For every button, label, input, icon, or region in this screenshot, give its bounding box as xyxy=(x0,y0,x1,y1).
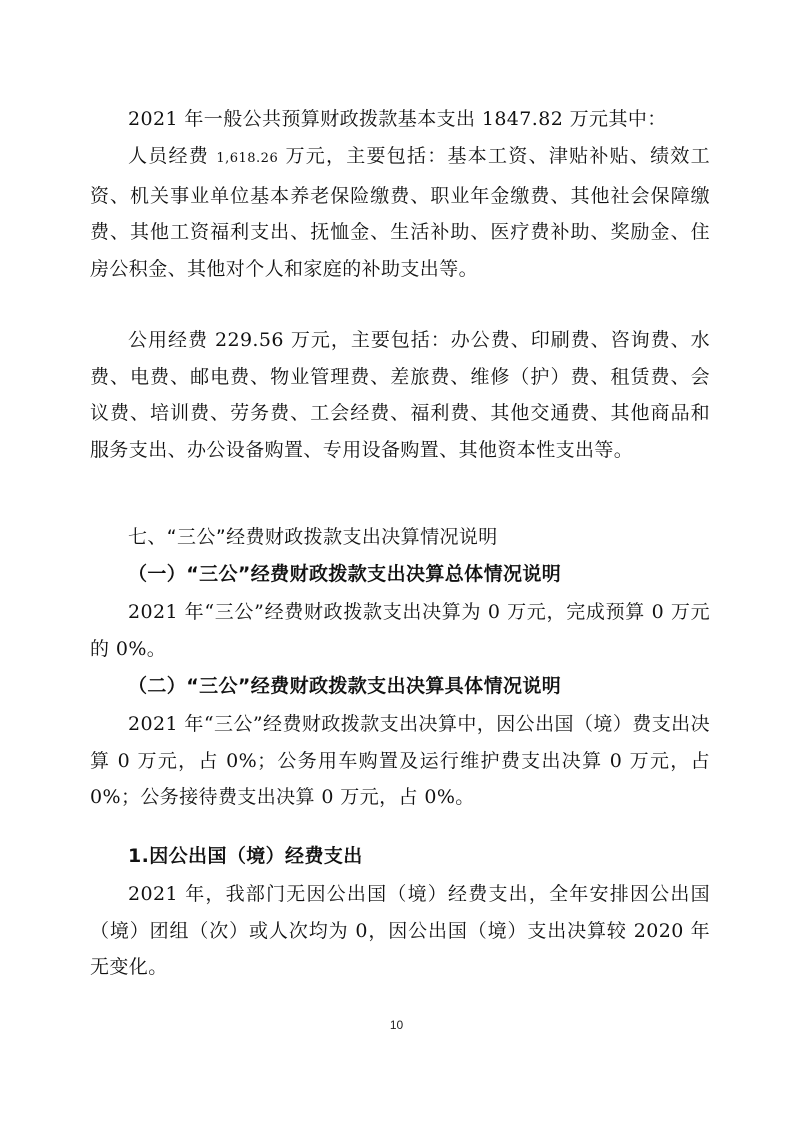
subheading-specific: （二）“三公”经费财政拨款支出决算具体情况说明 xyxy=(128,675,562,697)
section-heading-three-public: 七、“三公”经费财政拨款支出决算情况说明 xyxy=(128,526,498,548)
paragraph-overseas-details: 2021 年，我部门无因公出国（境）经费支出，全年安排因公出国（境）团组（次）或人次均为 0，因公出国（境）支出决算较 2020 年无变化。 xyxy=(90,883,710,979)
paragraph-specific-details: 2021 年“三公”经费财政拨款支出决算中，因公出国（境）费支出决算 0 万元，占 0%；公务用车购置及运行维护费支出决算 0 万元，占 0%；公务接待费支出决算 0 万元，占 0%。 xyxy=(90,713,710,809)
subheading-overall: （一）“三公”经费财政拨款支出决算总体情况说明 xyxy=(128,563,562,585)
personnel-label: 人员经费 xyxy=(128,145,217,167)
paragraph-personnel-expenses xyxy=(90,138,710,287)
item-heading-overseas: 1.因公出国（境）经费支出 xyxy=(128,845,363,867)
personnel-details: 万元，主要包括：基本工资、津贴补贴、绩效工资、机关事业单位基本养老保险缴费、职业年金缴费、其他社会保障缴费、其他工资福利支出、抚恤金、生活补助、医疗费补助、奖励金、住房公积金、其他对个人和家庭的补助支出等。 xyxy=(90,145,711,280)
page-number: 10 xyxy=(389,1018,404,1032)
paragraph-public-expenses: 公用经费 229.56 万元，主要包括：办公费、印刷费、咨询费、水费、电费、邮电费、物业管理费、差旅费、维修（护）费、租赁费、会议费、培训费、劳务费、工会经费、福利费、其他交通费、其他商品和服务支出、办公设备购置、专用设备购置、其他资本性支出等。 xyxy=(90,329,710,461)
paragraph-overall-details: 2021 年“三公”经费财政拨款支出决算为 0 万元，完成预算 0 万元的 0%。 xyxy=(90,601,710,660)
personnel-amount: 1,618.26 xyxy=(216,151,279,166)
paragraph-basic-expenditure: 2021 年一般公共预算财政拨款基本支出 1847.82 万元其中： xyxy=(128,108,667,130)
